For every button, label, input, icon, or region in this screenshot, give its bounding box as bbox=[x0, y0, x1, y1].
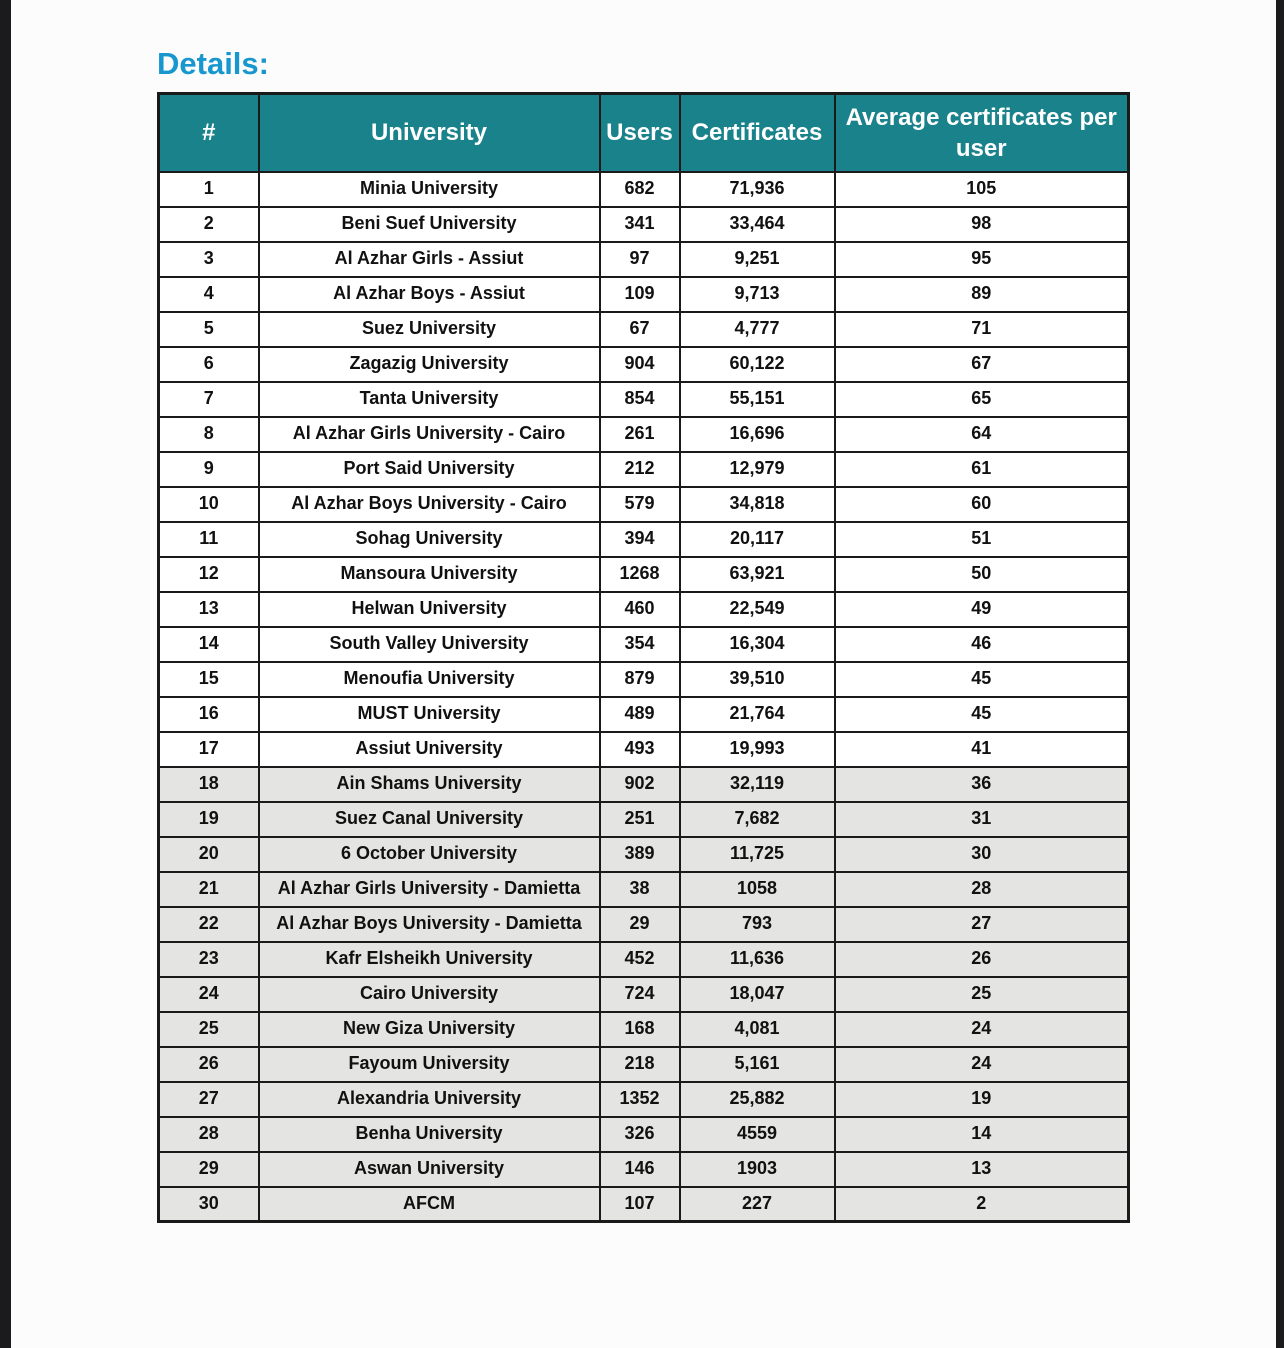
cell-certificates: 19,993 bbox=[680, 732, 835, 767]
table-row bbox=[159, 1047, 1129, 1082]
details-table bbox=[157, 92, 1130, 1223]
cell-rank: 10 bbox=[159, 487, 259, 522]
cell-certificates: 11,725 bbox=[680, 837, 835, 872]
cell-users: 341 bbox=[600, 207, 680, 242]
cell-university: Suez University bbox=[259, 312, 600, 347]
cell-users: 109 bbox=[600, 277, 680, 312]
cell-certificates: 63,921 bbox=[680, 557, 835, 592]
cell-average: 36 bbox=[835, 767, 1129, 802]
cell-users: 902 bbox=[600, 767, 680, 802]
cell-average: 50 bbox=[835, 557, 1129, 592]
cell-users: 579 bbox=[600, 487, 680, 522]
cell-rank: 25 bbox=[159, 1012, 259, 1047]
cell-rank: 4 bbox=[159, 277, 259, 312]
cell-rank: 20 bbox=[159, 837, 259, 872]
cell-average: 64 bbox=[835, 417, 1129, 452]
table-row bbox=[159, 732, 1129, 767]
right-edge-bar bbox=[1276, 0, 1284, 1348]
table-row bbox=[159, 557, 1129, 592]
table-row bbox=[159, 522, 1129, 557]
cell-university: Kafr Elsheikh University bbox=[259, 942, 600, 977]
cell-rank: 23 bbox=[159, 942, 259, 977]
cell-rank: 15 bbox=[159, 662, 259, 697]
cell-average: 2 bbox=[835, 1187, 1129, 1222]
cell-rank: 7 bbox=[159, 382, 259, 417]
table-row bbox=[159, 452, 1129, 487]
cell-average: 95 bbox=[835, 242, 1129, 277]
cell-users: 107 bbox=[600, 1187, 680, 1222]
cell-users: 146 bbox=[600, 1152, 680, 1187]
table-row bbox=[159, 487, 1129, 522]
cell-users: 460 bbox=[600, 592, 680, 627]
cell-users: 168 bbox=[600, 1012, 680, 1047]
cell-average: 46 bbox=[835, 627, 1129, 662]
cell-university: Al Azhar Girls University - Cairo bbox=[259, 417, 600, 452]
cell-certificates: 4,081 bbox=[680, 1012, 835, 1047]
cell-rank: 16 bbox=[159, 697, 259, 732]
cell-users: 38 bbox=[600, 872, 680, 907]
cell-university: MUST University bbox=[259, 697, 600, 732]
cell-university: Sohag University bbox=[259, 522, 600, 557]
header-cell-average: Average certificates per user bbox=[835, 94, 1129, 172]
cell-university: New Giza University bbox=[259, 1012, 600, 1047]
cell-users: 67 bbox=[600, 312, 680, 347]
table-row bbox=[159, 312, 1129, 347]
cell-average: 49 bbox=[835, 592, 1129, 627]
cell-average: 30 bbox=[835, 837, 1129, 872]
cell-rank: 24 bbox=[159, 977, 259, 1012]
cell-users: 97 bbox=[600, 242, 680, 277]
cell-university: Aswan University bbox=[259, 1152, 600, 1187]
header-row bbox=[159, 94, 1129, 172]
cell-average: 65 bbox=[835, 382, 1129, 417]
table-row bbox=[159, 697, 1129, 732]
cell-university: South Valley University bbox=[259, 627, 600, 662]
cell-certificates: 20,117 bbox=[680, 522, 835, 557]
table-row bbox=[159, 592, 1129, 627]
table-row bbox=[159, 767, 1129, 802]
cell-university: AFCM bbox=[259, 1187, 600, 1222]
table-row bbox=[159, 872, 1129, 907]
table-body bbox=[159, 172, 1129, 1222]
cell-university: Al Azhar Girls - Assiut bbox=[259, 242, 600, 277]
cell-users: 326 bbox=[600, 1117, 680, 1152]
cell-users: 854 bbox=[600, 382, 680, 417]
cell-university: Minia University bbox=[259, 172, 600, 207]
cell-users: 389 bbox=[600, 837, 680, 872]
cell-certificates: 4559 bbox=[680, 1117, 835, 1152]
cell-rank: 17 bbox=[159, 732, 259, 767]
cell-average: 89 bbox=[835, 277, 1129, 312]
cell-university: Cairo University bbox=[259, 977, 600, 1012]
table-row bbox=[159, 347, 1129, 382]
cell-rank: 1 bbox=[159, 172, 259, 207]
table-row bbox=[159, 977, 1129, 1012]
cell-average: 27 bbox=[835, 907, 1129, 942]
cell-rank: 22 bbox=[159, 907, 259, 942]
cell-university: 6 October University bbox=[259, 837, 600, 872]
cell-users: 452 bbox=[600, 942, 680, 977]
cell-rank: 2 bbox=[159, 207, 259, 242]
table-row bbox=[159, 207, 1129, 242]
cell-university: Al Azhar Boys University - Cairo bbox=[259, 487, 600, 522]
left-edge-bar bbox=[0, 0, 11, 1348]
cell-university: Ain Shams University bbox=[259, 767, 600, 802]
cell-average: 25 bbox=[835, 977, 1129, 1012]
table-row bbox=[159, 382, 1129, 417]
cell-users: 218 bbox=[600, 1047, 680, 1082]
cell-average: 67 bbox=[835, 347, 1129, 382]
header-cell-users: Users bbox=[600, 94, 680, 172]
cell-rank: 29 bbox=[159, 1152, 259, 1187]
cell-university: Zagazig University bbox=[259, 347, 600, 382]
cell-university: Assiut University bbox=[259, 732, 600, 767]
cell-rank: 9 bbox=[159, 452, 259, 487]
table-row bbox=[159, 662, 1129, 697]
cell-rank: 11 bbox=[159, 522, 259, 557]
cell-users: 394 bbox=[600, 522, 680, 557]
cell-rank: 13 bbox=[159, 592, 259, 627]
cell-rank: 18 bbox=[159, 767, 259, 802]
cell-rank: 12 bbox=[159, 557, 259, 592]
table-row bbox=[159, 837, 1129, 872]
cell-certificates: 34,818 bbox=[680, 487, 835, 522]
header-cell-certificates: Certificates bbox=[680, 94, 835, 172]
cell-average: 61 bbox=[835, 452, 1129, 487]
table-row bbox=[159, 242, 1129, 277]
cell-rank: 26 bbox=[159, 1047, 259, 1082]
table-row bbox=[159, 802, 1129, 837]
cell-users: 212 bbox=[600, 452, 680, 487]
cell-university: Port Said University bbox=[259, 452, 600, 487]
table-row bbox=[159, 1082, 1129, 1117]
cell-rank: 19 bbox=[159, 802, 259, 837]
cell-certificates: 21,764 bbox=[680, 697, 835, 732]
cell-certificates: 1903 bbox=[680, 1152, 835, 1187]
cell-users: 879 bbox=[600, 662, 680, 697]
cell-rank: 8 bbox=[159, 417, 259, 452]
header-cell-university: University bbox=[259, 94, 600, 172]
cell-average: 31 bbox=[835, 802, 1129, 837]
table-row bbox=[159, 277, 1129, 312]
cell-users: 493 bbox=[600, 732, 680, 767]
cell-university: Suez Canal University bbox=[259, 802, 600, 837]
cell-average: 14 bbox=[835, 1117, 1129, 1152]
cell-certificates: 71,936 bbox=[680, 172, 835, 207]
cell-users: 904 bbox=[600, 347, 680, 382]
cell-university: Al Azhar Boys - Assiut bbox=[259, 277, 600, 312]
cell-average: 26 bbox=[835, 942, 1129, 977]
cell-average: 13 bbox=[835, 1152, 1129, 1187]
cell-users: 261 bbox=[600, 417, 680, 452]
cell-certificates: 60,122 bbox=[680, 347, 835, 382]
cell-average: 41 bbox=[835, 732, 1129, 767]
cell-rank: 21 bbox=[159, 872, 259, 907]
cell-certificates: 33,464 bbox=[680, 207, 835, 242]
cell-certificates: 16,304 bbox=[680, 627, 835, 662]
cell-rank: 6 bbox=[159, 347, 259, 382]
table-row bbox=[159, 907, 1129, 942]
cell-university: Fayoum University bbox=[259, 1047, 600, 1082]
table-row bbox=[159, 942, 1129, 977]
cell-university: Al Azhar Boys University - Damietta bbox=[259, 907, 600, 942]
cell-certificates: 9,251 bbox=[680, 242, 835, 277]
cell-certificates: 12,979 bbox=[680, 452, 835, 487]
cell-certificates: 1058 bbox=[680, 872, 835, 907]
table-row bbox=[159, 1152, 1129, 1187]
cell-rank: 30 bbox=[159, 1187, 259, 1222]
cell-average: 51 bbox=[835, 522, 1129, 557]
cell-university: Alexandria University bbox=[259, 1082, 600, 1117]
cell-certificates: 22,549 bbox=[680, 592, 835, 627]
cell-certificates: 16,696 bbox=[680, 417, 835, 452]
cell-users: 724 bbox=[600, 977, 680, 1012]
cell-average: 60 bbox=[835, 487, 1129, 522]
cell-university: Menoufia University bbox=[259, 662, 600, 697]
cell-average: 105 bbox=[835, 172, 1129, 207]
cell-rank: 5 bbox=[159, 312, 259, 347]
cell-users: 29 bbox=[600, 907, 680, 942]
table-row bbox=[159, 1187, 1129, 1222]
cell-average: 28 bbox=[835, 872, 1129, 907]
cell-university: Tanta University bbox=[259, 382, 600, 417]
cell-average: 45 bbox=[835, 697, 1129, 732]
cell-users: 682 bbox=[600, 172, 680, 207]
table-header bbox=[159, 94, 1129, 172]
cell-certificates: 4,777 bbox=[680, 312, 835, 347]
cell-certificates: 39,510 bbox=[680, 662, 835, 697]
cell-average: 24 bbox=[835, 1012, 1129, 1047]
table-row bbox=[159, 417, 1129, 452]
cell-users: 354 bbox=[600, 627, 680, 662]
cell-university: Beni Suef University bbox=[259, 207, 600, 242]
table-row bbox=[159, 172, 1129, 207]
cell-users: 489 bbox=[600, 697, 680, 732]
cell-average: 98 bbox=[835, 207, 1129, 242]
cell-certificates: 18,047 bbox=[680, 977, 835, 1012]
cell-university: Benha University bbox=[259, 1117, 600, 1152]
cell-certificates: 55,151 bbox=[680, 382, 835, 417]
cell-rank: 28 bbox=[159, 1117, 259, 1152]
cell-average: 71 bbox=[835, 312, 1129, 347]
cell-certificates: 9,713 bbox=[680, 277, 835, 312]
cell-average: 19 bbox=[835, 1082, 1129, 1117]
page-title: Details: bbox=[157, 46, 269, 81]
cell-users: 1352 bbox=[600, 1082, 680, 1117]
cell-certificates: 7,682 bbox=[680, 802, 835, 837]
table-row bbox=[159, 627, 1129, 662]
cell-certificates: 25,882 bbox=[680, 1082, 835, 1117]
cell-users: 1268 bbox=[600, 557, 680, 592]
cell-certificates: 793 bbox=[680, 907, 835, 942]
cell-university: Helwan University bbox=[259, 592, 600, 627]
cell-certificates: 5,161 bbox=[680, 1047, 835, 1082]
table-row bbox=[159, 1117, 1129, 1152]
cell-certificates: 32,119 bbox=[680, 767, 835, 802]
cell-rank: 14 bbox=[159, 627, 259, 662]
cell-users: 251 bbox=[600, 802, 680, 837]
cell-certificates: 11,636 bbox=[680, 942, 835, 977]
table-row bbox=[159, 1012, 1129, 1047]
header-cell-rank: # bbox=[159, 94, 259, 172]
cell-university: Mansoura University bbox=[259, 557, 600, 592]
cell-average: 24 bbox=[835, 1047, 1129, 1082]
cell-certificates: 227 bbox=[680, 1187, 835, 1222]
cell-rank: 3 bbox=[159, 242, 259, 277]
cell-average: 45 bbox=[835, 662, 1129, 697]
cell-university: Al Azhar Girls University - Damietta bbox=[259, 872, 600, 907]
cell-rank: 27 bbox=[159, 1082, 259, 1117]
